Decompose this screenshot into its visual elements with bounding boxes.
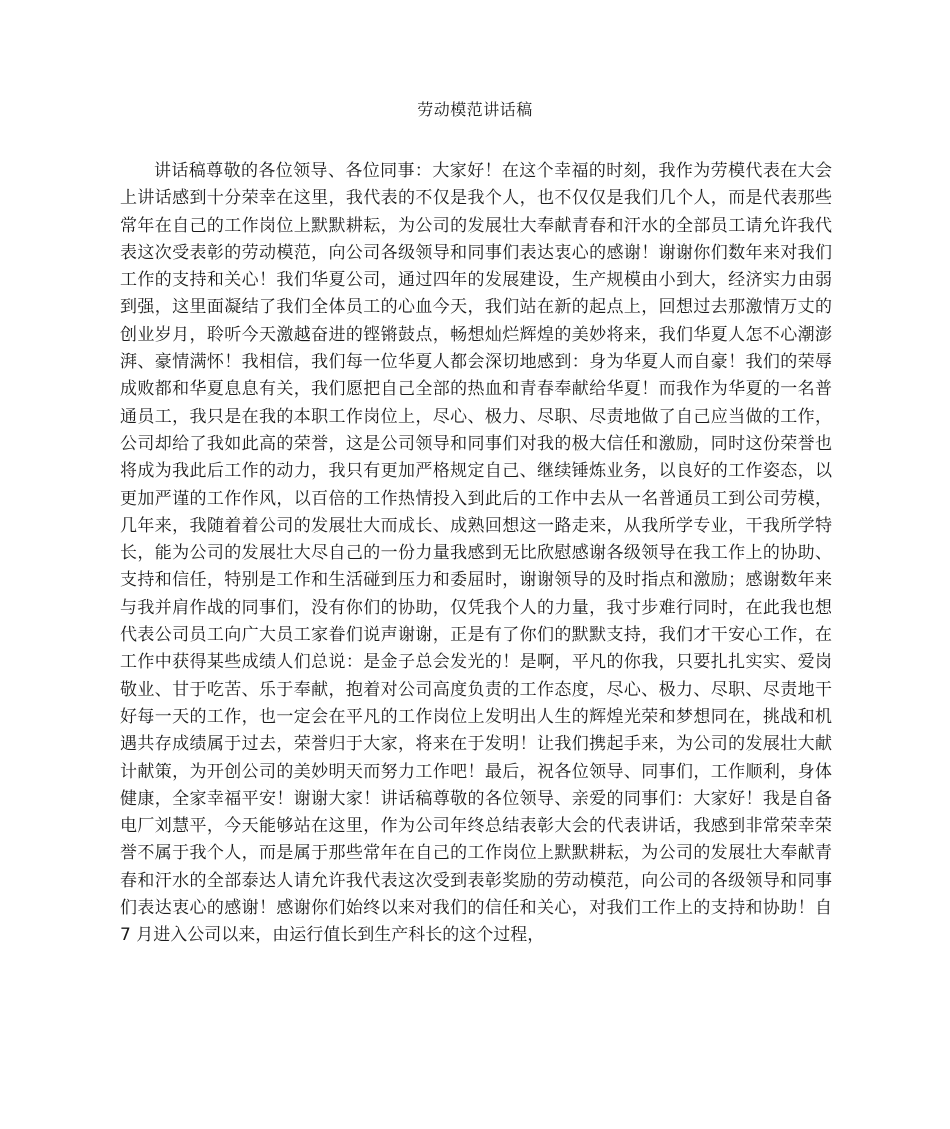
document-title: 劳动模范讲话稿 [417,100,533,119]
document-body-paragraph: 讲话稿尊敬的各位领导、各位同事：大家好！在这个幸福的时刻，我作为劳模代表在大会上讲话感到十分荣幸在这里，我代表的不仅是我个人，也不仅仅是我们几个人，而是代表那些常年在自己的工作岗位上默默耕耘，为公司的发展壮大奉献青春和汗水的全部员工请允许我代表这次受表彰的劳动模范，向公司各级领导和同事们表达衷心的感谢！谢谢你们数年来对我们工作的支持和关心！我们华夏公司，通过四年的发展建设，生产规模由小到大，经济实力由弱到强，这里面凝结了我们全体员工的心血今天，我们站在新的起点上，回想过去那激情万丈的创业岁月，聆听今天激越奋进的铿锵鼓点，畅想灿烂辉煌的美妙将来，我们华夏人怎不心潮澎湃、豪情满怀！我相信，我们每一位华夏人都会深切地感到：身为华夏人而自豪！我们的荣辱成败都和华夏息息有关，我们愿把自己全部的热血和青春奉献给华夏！而我作为华夏的一名普通员工，我只是在我的本职工作岗位上，尽心、极力、尽职、尽责地做了自己应当做的工作，公司却给了我如此高的荣誉，这是公司领导和同事们对我的极大信任和激励，同时这份荣誉也将成为我此后工作的动力，我只有更加严格规定自己、继续锤炼业务，以良好的工作姿态，以更加严谨的工作作风，以百倍的工作热情投入到此后的工作中去从一名普通员工到公司劳模，几年来，我随着着公司的发展壮大而成长、成熟回想这一路走来，从我所学专业，干我所学特长，能为公司的发展壮大尽自己的一份力量我感到无比欣慰感谢各级领导在我工作上的协助、支持和信任，特别是工作和生活碰到压力和委屈时，谢谢领导的及时指点和激励；感谢数年来与我并肩作战的同事们，没有你们的协助，仅凭我个人的力量，我寸步难行同时，在此我也想代表公司员工向广大员工家眷们说声谢谢，正是有了你们的默默支持，我们才干安心工作，在工作中获得某些成绩人们总说：是金子总会发光的！是啊，平凡的你我，只要扎扎实实、爱岗敬业、甘于吃苦、乐于奉献，抱着对公司高度负责的工作态度，尽心、极力、尽职、尽责地干好每一天的工作，也一定会在平凡的工作岗位上发明出人生的辉煌光荣和梦想同在，挑战和机遇共存成绩属于过去，荣誉归于大家，将来在于发明！让我们携起手来，为公司的发展壮大献计献策，为开创公司的美妙明天而努力工作吧！最后，祝各位领导、同事们，工作顺利，身体健康，全家幸福平安！谢谢大家！讲话稿尊敬的各位领导、亲爱的同事们：大家好！我是自备电厂刘慧平，今天能够站在这里，作为公司年终总结表彰大会的代表讲话，我感到非常荣幸荣誉不属于我个人，而是属于那些常年在自己的工作岗位上默默耕耘，为公司的发展壮大奉献青春和汗水的全部泰达人请允许我代表这次受到表彰奖励的劳动模范，向公司的各级领导和同事们表达衷心的感谢！感谢你们始终以来对我们的信任和关心，对我们工作上的支持和协助！自 7 月进入公司以来，由运行值长到生产科长的这个过程， [120,161,832,946]
